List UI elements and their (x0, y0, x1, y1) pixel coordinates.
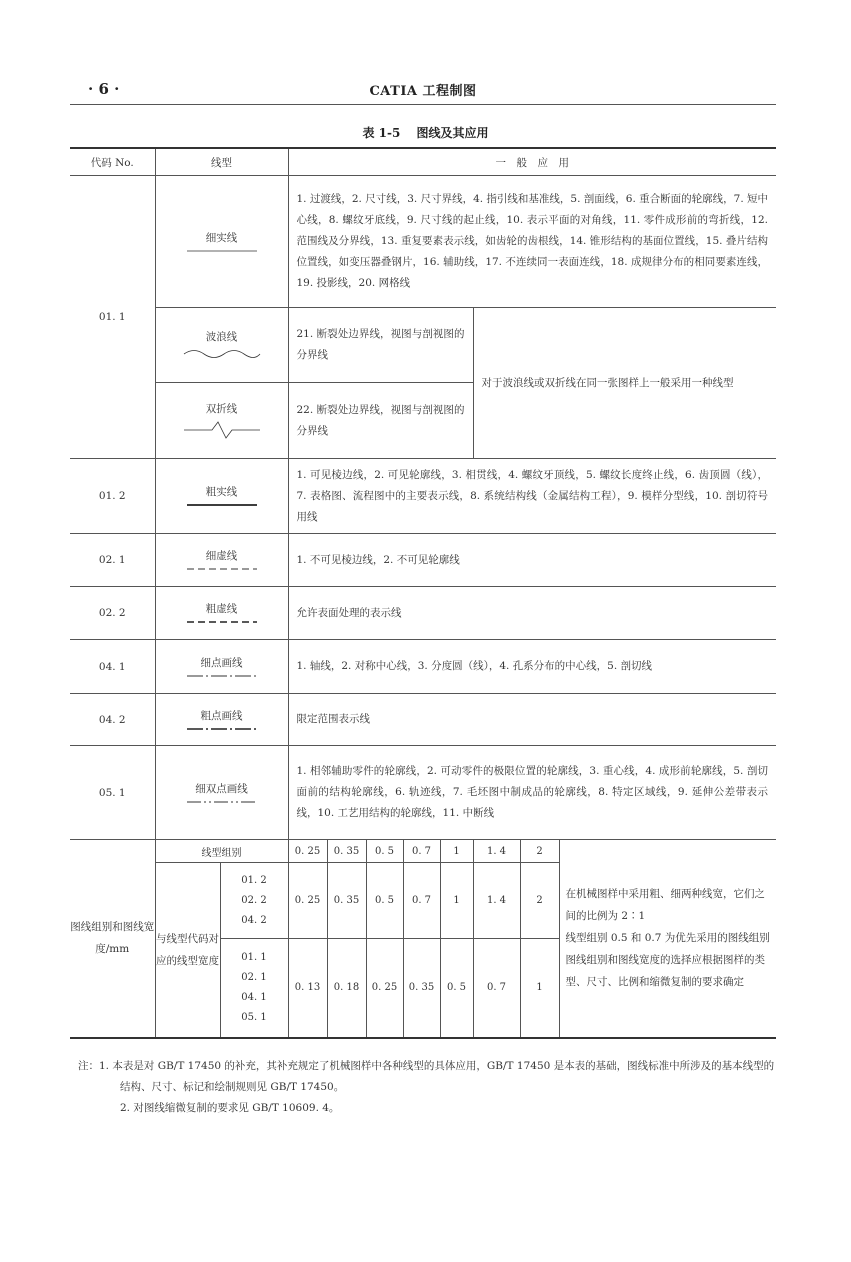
width-note: 图线组别和图线宽度的选择应根据图样的类型、尺寸、比例和缩微复制的要求确定 (565, 954, 765, 989)
thin-double-dot-dash-line-sample (187, 799, 257, 805)
application-cell: 1. 可见棱边线，2. 可见轮廓线，3. 相贯线，4. 螺纹牙顶线，5. 螺纹长度终止线，6. 齿顶圆（线），7. 表格图、流程图中的主要表示线，8. 系统结构线（金属结构工程），9. 模样分型线，10. 剖切符号用线 (288, 459, 776, 534)
group-value: 0. 25 (288, 840, 327, 863)
code-cell: 02. 2 (70, 587, 155, 640)
table-row (70, 176, 776, 308)
code-item: 02. 1 (241, 971, 267, 983)
code-cell: 05. 1 (70, 746, 155, 840)
line-type-cell (155, 694, 288, 746)
codes-label: 与线型代码对应的线型宽度 (155, 863, 220, 1038)
page-header (70, 72, 776, 106)
thin-solid-line-sample (187, 248, 257, 254)
table-row (70, 746, 776, 840)
group-value: 0. 7 (403, 840, 440, 863)
code-item: 01. 1 (241, 951, 267, 963)
line-type-cell (155, 308, 288, 383)
line-name: 粗实线 (205, 486, 238, 498)
line-type-cell (155, 176, 288, 308)
width-value: 0. 7 (473, 939, 520, 1038)
code-cell: 01. 2 (70, 459, 155, 534)
header-line-type: 线型 (155, 148, 288, 176)
line-type-cell (155, 746, 288, 840)
width-value: 1. 4 (473, 863, 520, 939)
application-cell: 1. 不可见棱边线，2. 不可见轮廓线 (288, 534, 776, 587)
width-group-label: 图线组别和图线宽度/mm (70, 840, 155, 1038)
line-type-cell (155, 459, 288, 534)
table-row (70, 694, 776, 746)
wavy-line-sample (182, 347, 262, 361)
line-type-cell (155, 383, 288, 459)
width-value: 0. 7 (403, 863, 440, 939)
table-row (70, 640, 776, 694)
width-value: 0. 25 (288, 863, 327, 939)
group-value: 0. 35 (327, 840, 366, 863)
application-cell: 允许表面处理的表示线 (288, 587, 776, 640)
application-cell: 1. 轴线，2. 对称中心线，3. 分度圆（线），4. 孔系分布的中心线，5. 剖切线 (288, 640, 776, 694)
table-row (70, 308, 776, 383)
code-cell: 02. 1 (70, 534, 155, 587)
code-item: 02. 2 (241, 894, 267, 906)
line-type-cell (155, 534, 288, 587)
code-item: 04. 1 (241, 991, 267, 1003)
table-title: 图线及其应用 (416, 126, 489, 140)
wavy-zigzag-note: 对于波浪线或双折线在同一张图样上一般采用一种线型 (473, 308, 776, 459)
line-name: 细实线 (205, 231, 238, 244)
line-name: 波浪线 (205, 331, 238, 343)
table-row (70, 459, 776, 534)
line-type-cell (155, 587, 288, 640)
width-value: 0. 5 (440, 939, 473, 1038)
width-value: 0. 13 (288, 939, 327, 1038)
code-cell: 04. 2 (70, 694, 155, 746)
code-cell: 04. 1 (70, 640, 155, 694)
code-item: 05. 1 (241, 1011, 267, 1023)
code-list (220, 939, 288, 1038)
line-name: 粗点画线 (200, 709, 243, 722)
header-code: 代码 No. (70, 148, 155, 176)
group-header: 线型组别 (155, 840, 288, 863)
zigzag-line-sample (182, 419, 262, 441)
code-item: 04. 2 (241, 914, 267, 926)
application-cell: 21. 断裂处边界线，视图与剖视图的分界线 (288, 308, 473, 383)
width-group-notes (559, 840, 776, 1038)
line-name: 细点画线 (200, 656, 243, 669)
code-cell: 01. 1 (70, 176, 155, 459)
code-list (220, 863, 288, 939)
table-number: 表 1-5 (362, 126, 401, 140)
thin-dot-dash-line-sample (187, 673, 257, 679)
group-value: 0. 5 (366, 840, 403, 863)
table-header-row (70, 148, 776, 176)
width-value: 0. 25 (366, 939, 403, 1038)
width-note: 在机械图样中采用粗、细两种线宽，它们之间的比例为 2∶1 (565, 888, 765, 923)
header-application: 一 般 应 用 (288, 148, 776, 176)
line-name: 细双点画线 (195, 782, 248, 795)
line-name: 双折线 (205, 402, 238, 415)
note-1: 注：1. 本表是对 GB/T 17450 的补充，其补充规定了机械图样中各种线型的具体应用，GB/T 17450 是本表的基础，图线标准中所涉及的基本线型的结构、尺寸、标记和绘制规则见 GB/T 17450。 (78, 1060, 775, 1093)
application-cell: 限定范围表示线 (288, 694, 776, 746)
thick-dashed-line-sample (187, 619, 257, 625)
table-notes (78, 1056, 778, 1119)
width-note: 线型组别 0.5 和 0.7 为优先采用的图线组别 (565, 932, 770, 945)
line-group-header-row (70, 840, 776, 863)
line-types-table (70, 147, 776, 1039)
width-value: 1 (520, 939, 559, 1038)
width-value: 0. 35 (403, 939, 440, 1038)
line-name: 粗虚线 (205, 603, 238, 615)
thin-dashed-line-sample (187, 566, 257, 572)
thick-solid-line-sample (187, 502, 257, 508)
application-cell: 1. 过渡线，2. 尺寸线，3. 尺寸界线，4. 指引线和基准线，5. 剖面线，6. 重合断面的轮廓线，7. 短中心线，8. 螺纹牙底线，9. 尺寸线的起止线，10. 表示平面的对角线，11. 零件成形前的弯折线，12. 范围线及分界线，13. 重复要素表示线，如齿轮的齿根线，14. 锥形结构的基面位置线，15. 叠片结构位置线，如变压器叠钢片，16. 辅助线，17. 不连续同一表面连线，18. 成规律分布的相同要素连线，19. 投影线，20. 网格线 (288, 176, 776, 308)
width-value: 0. 18 (327, 939, 366, 1038)
line-type-cell (155, 640, 288, 694)
width-value: 0. 35 (327, 863, 366, 939)
group-value: 1 (440, 840, 473, 863)
table-caption (0, 124, 851, 141)
table-row (70, 534, 776, 587)
book-title: CATIA 工程制图 (369, 84, 477, 99)
application-cell: 1. 相邻辅助零件的轮廓线，2. 可动零件的极限位置的轮廓线，3. 重心线，4. 成形前轮廓线，5. 剖切面前的结构轮廓线，6. 轨迹线，7. 毛坯图中制成品的轮廓线，8. 特定区域线，9. 延伸公差带表示线，10. 工艺用结构的轮廓线，11. 中断线 (288, 746, 776, 840)
page-number: · 6 · (88, 80, 120, 98)
line-name: 细虚线 (205, 550, 238, 562)
note-2: 2. 对图线缩微复制的要求见 GB/T 10609. 4。 (120, 1102, 340, 1114)
group-value: 2 (520, 840, 559, 863)
thick-dot-dash-line-sample (187, 726, 257, 732)
group-value: 1. 4 (473, 840, 520, 863)
code-item: 01. 2 (241, 874, 267, 886)
width-value: 2 (520, 863, 559, 939)
application-cell: 22. 断裂处边界线，视图与剖视图的分界线 (288, 383, 473, 459)
width-value: 1 (440, 863, 473, 939)
header-rule (70, 104, 776, 105)
table-row (70, 587, 776, 640)
width-value: 0. 5 (366, 863, 403, 939)
